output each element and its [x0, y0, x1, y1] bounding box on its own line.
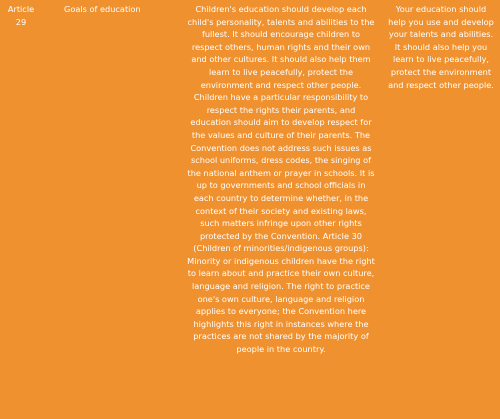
article-title: Goals of education: [64, 4, 141, 14]
article-number: 29: [15, 16, 27, 27]
article-label: Article: [7, 4, 35, 14]
article-simple-text: Your education should help you use and develop your talents and abilities. It should also help you learn to live peacefully, protect the environment and respect other people.: [388, 4, 494, 90]
article-number-cell: [0, 0, 42, 356]
article-full-text: Children's education should develop each child's personality, talents and abilities to the fullest. It should encourage children to respect others, human rights and their own and other cultures. It should also help them learn to live peacefully, protect the environment and respect other people. Children have a particular responsibility to respect the rights their parents, and education should aim to develop respect for the values and culture of their parents. The Convention does not address such issues as school uniforms, dress codes, the singing of the national anthem or prayer in schools. It is up to governments and school officials in each country to determine whether, in the context of their society and existing laws, such matters infringe upon other rights protected by the Convention. Article 30 (Children of minorities/indigenous groups): Minority or indigenous children have the right to learn about and practice their own culture, language and religion. The right to practice one's own culture, language and religion applies to everyone; the Convention here highlights this right in instances where the practices are not shared by the majority of people in the country.: [187, 4, 375, 355]
